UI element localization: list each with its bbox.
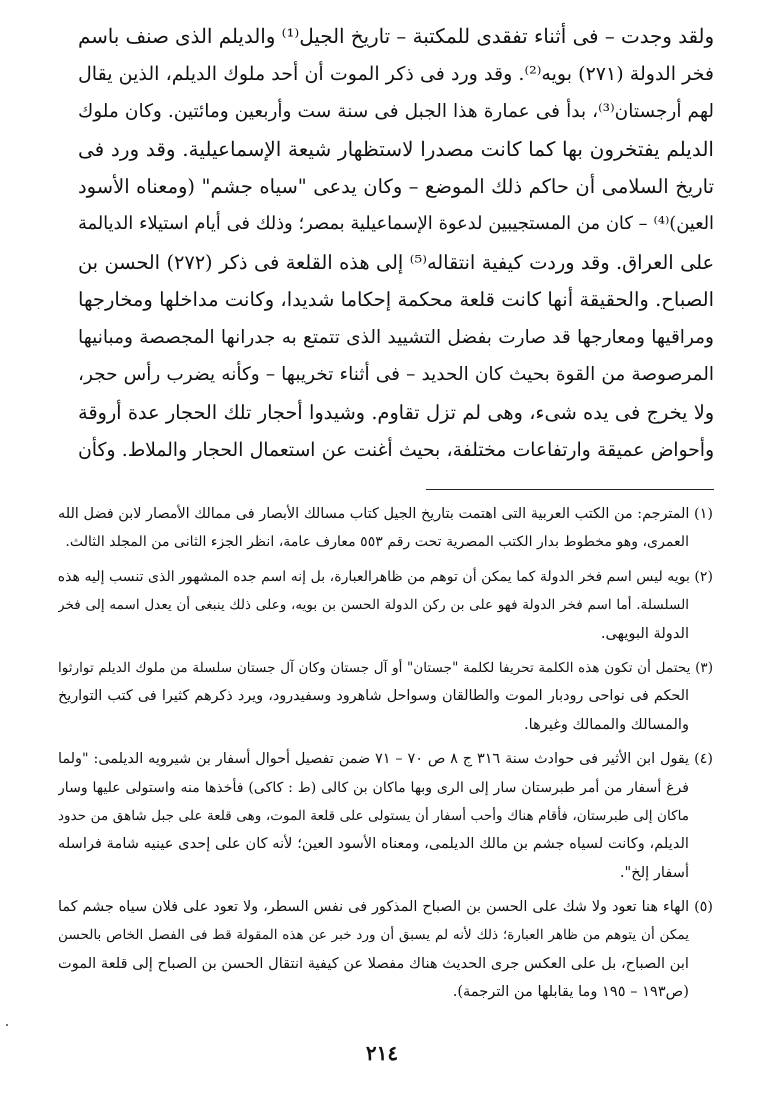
text-line: ولا يخرج فى يده شىء، وهى لم تزل تقاوم. وشيدوا أحجار تلك الحجار عدة أروقة — [78, 400, 714, 424]
footnote-line: (٥) الهاء هنا تعود ولا شك على الحسن بن الصباح المذكور فى نفس السطر، ولا تعود على فلان سياه جشم كما — [58, 899, 713, 916]
footnote-line: الدولة البويهى. — [600, 624, 689, 642]
footnote-line: (ص١٩٣ – ١٩٥ وما يقابلها من الترجمة). — [452, 983, 689, 1001]
footnote-3 — [58, 654, 713, 739]
footnote-4 — [58, 745, 713, 887]
text-line: فخر الدولة (٢٧١) بويه⁽²⁾. وقد ورد فى ذكر الموت أن أحد ملوك الديلم، الذين يقال — [78, 62, 714, 85]
footnote-line: ماكان إلى طبرستان، فأقام هناك وأحب أسفار أن يستولى على قلعة الموت، وهى قلعة على جبل شاهق من حدود — [58, 807, 689, 824]
text-line: العين)⁽⁴⁾ – كان من المستجيبين لدعوة الإسماعيلية بمصر؛ وذلك فى أيام استيلاء الديالمة — [78, 213, 714, 234]
text-line: ولقد وجدت – فى أثناء تفقدى للمكتبة – تاريخ الجيل⁽¹⁾ والديلم الذى صنف باسم — [78, 25, 714, 48]
footnote-2 — [58, 563, 713, 648]
footnote-line: (٢) بويه ليس اسم فخر الدولة كما يمكن أن توهم من ظاهرالعبارة، بل إنه اسم جده المشهور الذى تنسب إليه هذه — [58, 568, 713, 585]
footnote-line: ابن الصباح، بل على العكس جرى الحديث هناك مفصلا عن كيفية انتقال الحسن بن الصباح إلى قلعة الموت — [58, 954, 689, 972]
footnote-separator — [426, 489, 714, 490]
text-line: لهم أرجستان⁽³⁾، بدأ فى عمارة هذا الجبل فى سنة ست وأربعين ومائتين. وكان ملوك — [78, 101, 714, 123]
text-line: الصباح. والحقيقة أنها كانت قلعة محكمة إحكاما شديدا، وكانت مداخلها ومخارجها — [78, 288, 714, 312]
page-number: ٢١٤ — [365, 1041, 399, 1065]
text-line: المرصوصة من القوة بحيث كان الحديد – فى أثناء تخريبها – وكأنه يضرب رأس حجر، — [78, 364, 714, 386]
scan-speck — [6, 1024, 8, 1026]
footnote-line: (٣) يحتمل أن تكون هذه الكلمة تحريفا لكلمة "جستان" أو آل جستان وكان آل جستان سلسلة من ملوك الديلم توارثوا — [58, 659, 713, 676]
footnote-line: يمكن أن يتوهم من ظاهر العبارة؛ ذلك لأنه لم يسبق أن ورد خبر عن هذه المقولة قط فى الفصل الخاص بالحسن — [58, 927, 689, 944]
text-line: وأحواض عميقة وارتفاعات مختلفة، بحيث أغنت عن استعمال الحجار والملاط. وكأن — [78, 439, 714, 461]
footnote-line: فرغ أسفار من أمر طبرستان سار إلى الرى وبها ماكان بن كالى (ط : كاكى) فأخذها منه واستولى عليها وسار — [58, 779, 689, 796]
text-line: على العراق. وقد وردت كيفية انتقاله⁽⁵⁾ إلى هذه القلعة فى ذكر (٢٧٢) الحسن بن — [78, 250, 714, 274]
text-line: ومراقيها ومعارجها قد صارت بفضل التشييد الذى تتمتع به جدرانها المجصصة ومبانيها — [78, 326, 714, 348]
text-line: تاريخ السلامى أن حاكم ذلك الموضع – وكان يدعى "سياه جشم" (ومعناه الأسود — [78, 175, 714, 199]
footnote-line: أسفار إلخ". — [619, 863, 689, 881]
text-line: الديلم يفتخرون بها كما كانت مصدرا لاستظهار شيعة الإسماعيلية. وقد ورد فى — [78, 136, 714, 161]
footnotes — [58, 500, 713, 1013]
main-text — [78, 18, 714, 469]
footnote-line: والمسالك والممالك وغيرها. — [523, 715, 689, 733]
footnote-1 — [58, 500, 713, 557]
footnote-line: العمرى، وهو مخطوط بدار الكتب المصرية تحت رقم ٥٥٣ معارف عامة، انظر الجزء الثانى من المجلد الثالث. — [65, 534, 689, 551]
footnote-line: (٤) يقول ابن الأثير فى حوادث سنة ٣١٦ ج ٨ ص ٧٠ – ٧١ ضمن تفصيل أحوال أسفار بن شيرويه الديلمى: "ولما — [58, 751, 713, 768]
footnote-5 — [58, 893, 713, 1007]
footnote-line: السلسلة. أما اسم فخر الدولة فهو على بن ركن الدولة الحسن بن بويه، وعلى ذلك ينبغى أن يعدل اسمه إلى فخر — [58, 597, 689, 614]
footnote-line: الحكم فى نواحى رودبار الموت والطالقان وسواحل شاهرود وسفيدرود، ويرد ذكرهم كثيرا فى كتب التواريخ — [58, 688, 689, 705]
footnote-line: (١) المترجم: من الكتب العربية التى اهتمت بتاريخ الجيل كتاب مسالك الأبصار فى ممالك الأمصار لابن فضل الله — [58, 506, 713, 522]
footnote-line: الديلم، وكانت لسياه جشم بن مالك الديلمى، ومعناه الأسود العين؛ لأنه كان على إحدى عينيه شامة فراسله — [58, 835, 689, 853]
